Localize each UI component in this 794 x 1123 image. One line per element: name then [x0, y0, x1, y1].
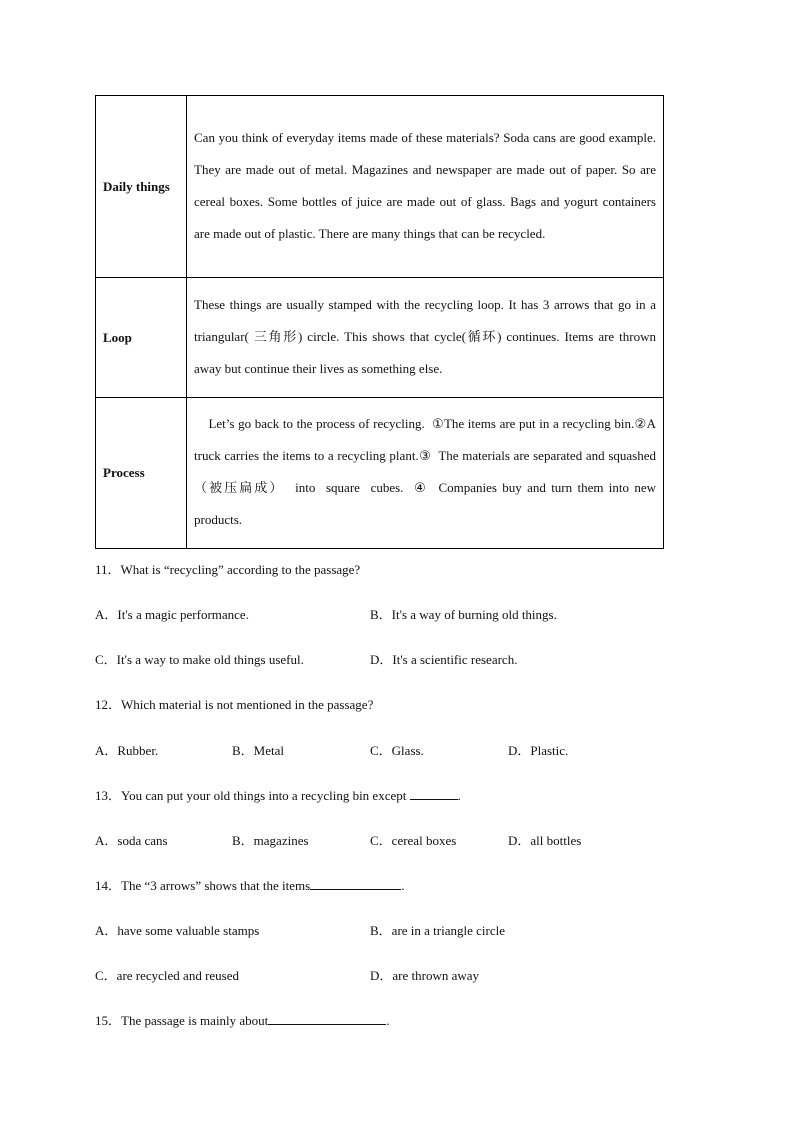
row-label: Process: [96, 398, 187, 549]
question-11-option-a[interactable]: A．It's a magic performance.: [95, 607, 249, 622]
question-13-stem-end: .: [457, 788, 461, 803]
row-label: Daily things: [96, 96, 187, 278]
question-14-stem-end: .: [401, 878, 405, 893]
question-11-option-d[interactable]: D．It's a scientific research.: [370, 652, 518, 667]
row-text: These things are usually stamped with the recycling loop. It has 3 arrows that go in a triangular( 三角形) circle. This shows that cycle(循环) continues. Items are thrown away but continue their lives as something else.: [187, 278, 664, 398]
question-15-stem-end: .: [386, 1013, 390, 1028]
question-12-option-c[interactable]: C．Glass.: [370, 743, 424, 758]
question-14-option-b[interactable]: B．are in a triangle circle: [370, 923, 505, 938]
question-12-stem: 12．Which material is not mentioned in the passage?: [95, 697, 374, 712]
info-table: [95, 95, 664, 549]
question-12-option-b[interactable]: B．Metal: [232, 743, 284, 758]
question-14-option-c[interactable]: C．are recycled and reused: [95, 968, 240, 983]
table-row: [96, 278, 664, 398]
question-13-option-b[interactable]: B．magazines: [232, 833, 309, 848]
question-15-stem: 15．The passage is mainly about: [95, 1013, 269, 1028]
question-14-option-a[interactable]: A．have some valuable stamps: [95, 923, 260, 938]
question-11-option-c[interactable]: C．It's a way to make old things useful.: [95, 652, 304, 667]
answer-blank[interactable]: [410, 787, 458, 800]
row-text: Can you think of everyday items made of these materials? Soda cans are good example. They are made out of metal. Magazines and newspaper are made out of paper. So are cereal boxes. Some bottles of juice are made out of glass. Bags and yogurt containers are made out of plastic. There are many things that can be recycled.: [187, 96, 664, 278]
question-12-option-d[interactable]: D．Plastic.: [508, 743, 569, 758]
question-11-option-b[interactable]: B．It's a way of burning old things.: [370, 607, 557, 622]
question-14-option-d[interactable]: D．are thrown away: [370, 968, 480, 983]
row-text: Let’s go back to the process of recycling. ①The items are put in a recycling bin.②A truck carries the items to a recycling plant.③ The materials are separated and squashed（被压扁成） into square cubes. ④ Companies buy and turn them into new products.: [187, 398, 664, 549]
question-12-option-a[interactable]: A．Rubber.: [95, 743, 159, 758]
question-14-stem: 14．The “3 arrows” shows that the items: [95, 878, 311, 893]
question-11-stem: 11．What is “recycling” according to the passage?: [95, 562, 361, 577]
table-row: [96, 96, 664, 278]
row-label: Loop: [96, 278, 187, 398]
question-13-option-c[interactable]: C．cereal boxes: [370, 833, 457, 848]
question-13-option-a[interactable]: A．soda cans: [95, 833, 168, 848]
answer-blank[interactable]: [268, 1012, 386, 1025]
question-14: [95, 875, 404, 894]
question-13-option-d[interactable]: D．all bottles: [508, 833, 582, 848]
question-15: [95, 1010, 390, 1029]
answer-blank[interactable]: [310, 877, 401, 890]
question-13-stem: 13．You can put your old things into a recycling bin except: [95, 788, 407, 803]
table-row: [96, 398, 664, 549]
question-13: [95, 785, 461, 804]
